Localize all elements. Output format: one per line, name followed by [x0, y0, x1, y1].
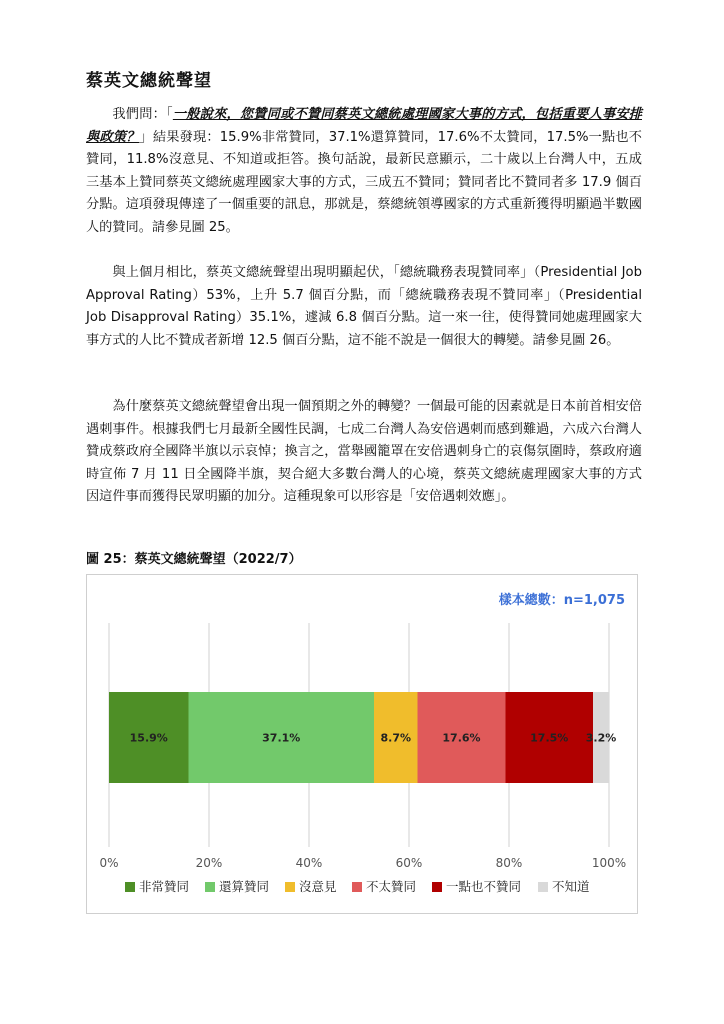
paragraph-2: 與上個月相比，蔡英文總統聲望出現明顯起伏，「總統職務表現贊同率」（Presidential Job Approval Rating）53%，上升 5.7 個百分點，而「總統職務表現不贊同率」（Presidential Job Disapproval Rating）35.1%，遽減 6.8 個百分點。這一來一往，使得贊同她處理國家大事方式的人比不贊成者新增 12.5 個百分點，這不能不說是一個很大的轉變。請參見圖 26。 [86, 265, 642, 348]
legend-label: 不知道 [552, 879, 590, 894]
data-label: 8.7% [380, 731, 412, 745]
paragraph-1 [86, 104, 642, 240]
paragraph-3: 為什麼蔡英文總統聲望會出現一個預期之外的轉變？一個最可能的因素就是日本前首相安倍遇刺事件。根據我們七月最新全國性民調，七成二台灣人為安倍遇刺而感到難過，六成六台灣人贊成蔡政府全國降半旗以示哀悼；換言之，當舉國籠罩在安倍遇刺身亡的哀傷氛圍時，蔡政府適時宣佈 7 月 11 日全國降半旗，契合絕大多數台灣人的心境，蔡英文總統處理國家大事的方式因這件事而獲得民眾明顯的加分。這種現象可以形容是「安倍遇刺效應」。 [86, 399, 642, 505]
legend-label: 非常贊同 [139, 879, 190, 894]
x-tick-label: 20% [195, 856, 223, 870]
data-label: 37.1% [262, 731, 301, 745]
legend-swatch [352, 882, 362, 892]
stacked-bar-chart [87, 575, 637, 913]
data-label: 3.2% [585, 731, 617, 745]
survey-question: 一般說來，您贊同或不贊同蔡英文總統處理國家大事的方式，包括重要人事安排與政策？ [86, 107, 642, 145]
chart-container [86, 574, 638, 914]
figure-caption: 圖 25：蔡英文總統聲望（2022/7） [86, 552, 302, 567]
paragraph-1-prefix: 我們問：「 [112, 107, 173, 122]
legend-label: 還算贊同 [219, 879, 270, 894]
paragraph-1-body: 」結果發現：15.9%非常贊同，37.1%還算贊同，17.6%不太贊同，17.5%一點也不贊同，11.8%沒意見、不知道或拒答。換句話說，最新民意顯示，二十歲以上台灣人中，五成三基本上贊同蔡英文總統處理國家大事的方式，三成五不贊同；贊同者比不贊同者多 17.9 個百分點。這項發現傳達了一個重要的訊息，那就是，蔡總統領導國家的方式重新獲得明顯過半數國人的贊同。請參見圖 25。 [86, 129, 642, 235]
page-title: 蔡英文總統聲望 [86, 71, 212, 91]
legend-swatch [538, 882, 548, 892]
legend-label: 不太贊同 [366, 879, 417, 894]
legend-label: 一點也不贊同 [446, 879, 522, 894]
x-tick-label: 80% [495, 856, 523, 870]
data-label: 17.6% [442, 731, 481, 745]
data-label: 15.9% [129, 731, 168, 745]
x-tick-label: 60% [395, 856, 423, 870]
x-tick-label: 40% [295, 856, 323, 870]
legend-swatch [205, 882, 215, 892]
x-tick-label: 100% [591, 856, 627, 870]
legend-swatch [432, 882, 442, 892]
legend-swatch [125, 882, 135, 892]
legend-label: 沒意見 [299, 879, 337, 894]
sample-size-note: 樣本總數：n=1,075 [498, 593, 625, 608]
x-tick-label: 0% [99, 856, 119, 870]
data-label: 17.5% [530, 731, 569, 745]
legend-swatch [285, 882, 295, 892]
